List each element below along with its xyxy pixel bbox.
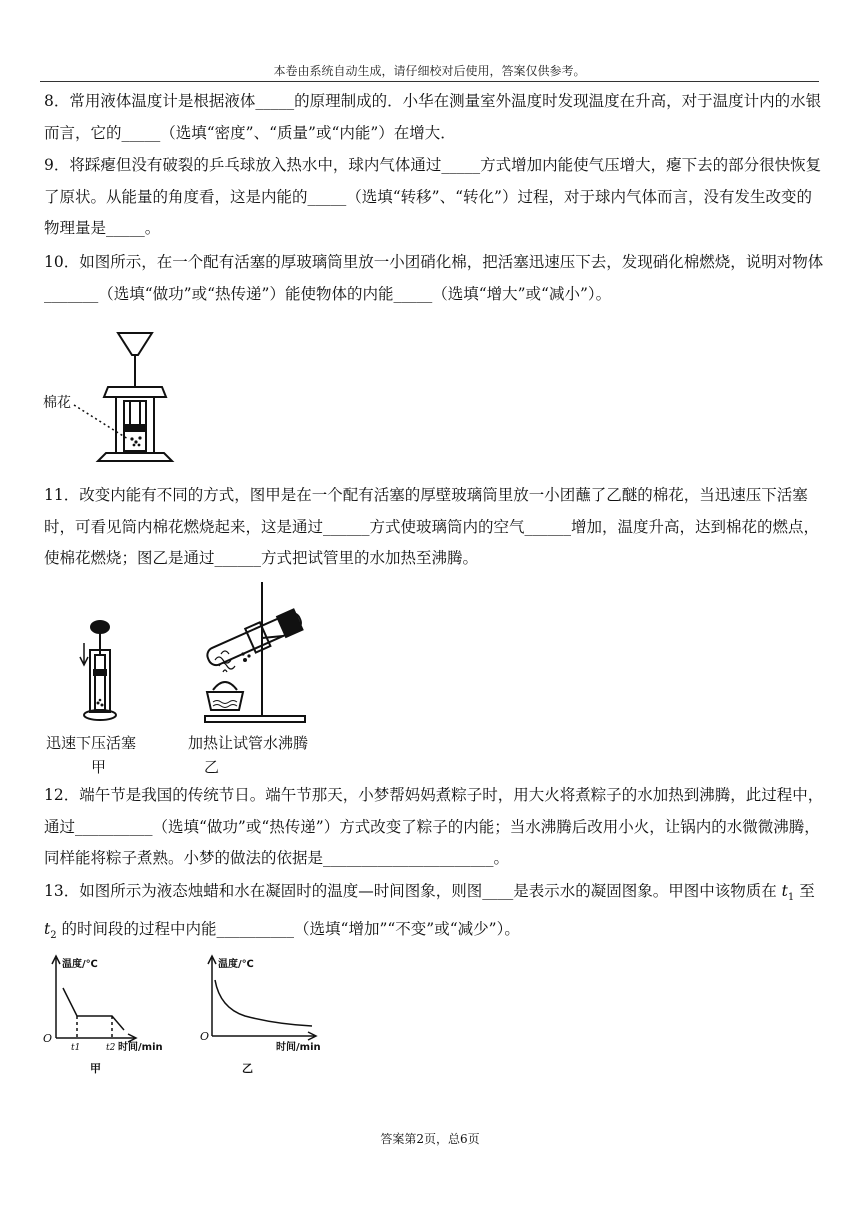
question-11: 11．改变内能有不同的方式，图甲是在一个配有活塞的厚壁玻璃筒里放一小团蘸了乙醚的棉花，当迅速压下活塞时，可看见筒内棉花燃烧起来，这是通过______方式使玻璃筒内的空气______增加，温度升高，达到棉花的燃点，使棉花燃烧；图乙是通过______方式把试管里的水加热至沸腾。 [44, 486, 820, 567]
question-9: 9．将踩瘪但没有破裂的乒乓球放入热水中，球内气体通过_____方式增加内能使气压增大，瘪下去的部分很快恢复了原状。从能量的角度看，这是内能的_____（选填“转移”、“转化”）过程，对于球内气体而言，没有发生改变的物理量是_____。 [44, 156, 822, 237]
figure-a-label: 甲 [91, 758, 107, 776]
graph-jia-caption: 甲 [90, 1062, 101, 1075]
graph-jia-t1: t1 [71, 1043, 81, 1053]
figure-b-caption: 加热让试管水沸腾 [188, 734, 309, 752]
page-header: 本卷由系统自动生成，请仔细校对后使用，答案仅供参考。 [273, 64, 586, 78]
graph-jia-xlabel: 时间/min [118, 1042, 163, 1053]
graph-yi-xlabel: 时间/min [276, 1042, 321, 1053]
question-13: 13．如图所示为液态烛蜡和水在凝固时的温度—时间图象，则图____是表示水的凝固图象。甲图中该物质在 $t_1$ 至 $t_2$ 的时间段的过程中内能__________（选填“增加”“不变”或“减少”）。 [44, 882, 815, 941]
question-12: 12．端午节是我国的传统节日。端午节那天，小梦帮妈妈煮粽子时，用大火将煮粽子的水加热到沸腾，此过程中，通过__________（选填“做功”或“热传递”）方式改变了粽子的内能；当水沸腾后改用小火，让锅内的水微微沸腾，同样能将粽子煮熟。小梦的做法的依据是______________________。 [44, 786, 824, 867]
test-tube-heating-figure [185, 580, 325, 725]
graph-jia-t2: t2 [106, 1043, 116, 1053]
question-8: 8．常用液体温度计是根据液体_____的原理制成的．小华在测量室外温度时发现温度在升高，对于温度计内的水银而言，它的_____（选填“密度”、“质量”或“内能”）在增大． [44, 92, 822, 142]
question-10: 10．如图所示，在一个配有活塞的厚玻璃筒里放一小团硝化棉，把活塞迅速压下去，发现硝化棉燃烧，说明对物体_______（选填“做功”或“热传递”）能使物体的内能_____（选填“增大”或“减小”）。 [44, 253, 824, 303]
page-footer: 答案第2页，总6页 [380, 1132, 480, 1146]
graph-jia-ylabel: 温度/℃ [62, 959, 98, 970]
graph-yi [200, 950, 340, 1080]
cotton-label: 棉花 [43, 395, 71, 411]
graph-jia [40, 950, 180, 1080]
graph-yi-caption: 乙 [242, 1062, 253, 1075]
header-divider [40, 81, 819, 82]
graph-yi-origin: O [200, 1030, 210, 1043]
graph-yi-ylabel: 温度/℃ [218, 959, 254, 970]
graph-jia-origin: O [43, 1032, 53, 1045]
figure-b-label: 乙 [204, 758, 220, 776]
figure-a-caption: 迅速下压活塞 [46, 734, 137, 752]
glass-cylinder-figure [40, 325, 180, 465]
piston-cylinder-figure [70, 615, 130, 725]
